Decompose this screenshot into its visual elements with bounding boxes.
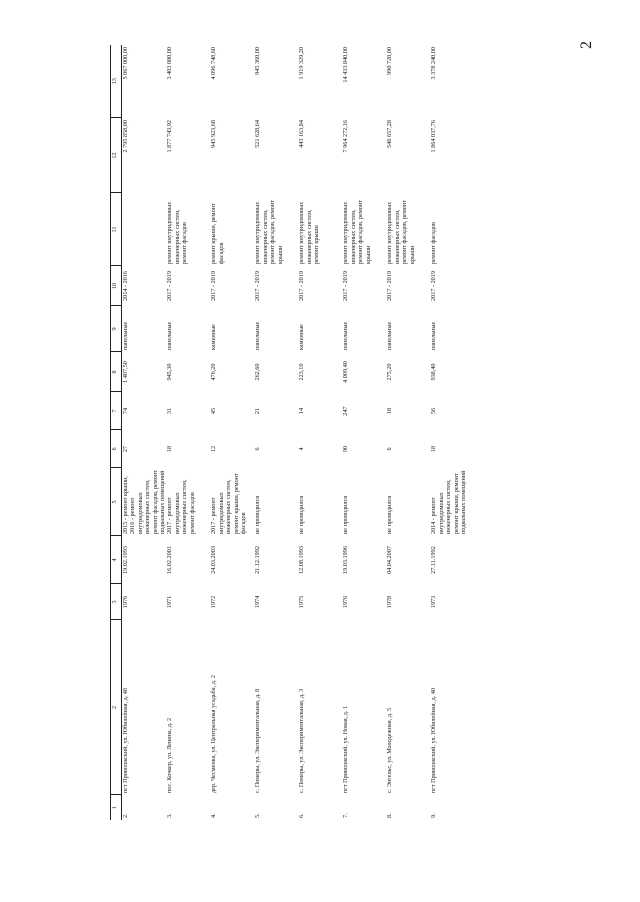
table-cell-c6: 90	[342, 445, 350, 453]
column-header: 9	[111, 306, 122, 352]
table-cell-c13: 4 096 748,60	[210, 47, 218, 80]
table-cell-c13: 14 433 840,00	[342, 47, 350, 83]
table-cell-c7: 56	[430, 407, 438, 415]
table-cell-c2: с. Померы, ул. Экспериментальная, д. 3	[298, 688, 306, 793]
table-cell-c13: 3 403 080,00	[166, 47, 174, 80]
table-cell-c12: 1 864 037,76	[430, 120, 438, 153]
table-cell-c4: 04.04.2007	[386, 546, 394, 574]
table-cell-c6: 12	[210, 445, 218, 453]
table-cell-c12: 546 657,28	[386, 120, 394, 148]
table-cell-c8: 945,30	[166, 363, 174, 381]
table-cell-c11: ремонт внутридомовых инженерных систем, ремонт крыши	[298, 201, 321, 264]
table-cell-c3: 1976	[122, 595, 129, 609]
column-header: 8	[111, 352, 122, 392]
column-header: 10	[111, 266, 122, 306]
table-cell-c12: 945 923,68	[210, 120, 218, 148]
table-cell-c9: панельные	[342, 321, 350, 350]
table-row	[342, 45, 386, 820]
table-cell-c13: 5 067 000,00	[122, 47, 129, 80]
table-row	[386, 45, 430, 820]
table-cell-c2: пгт Приволжский, ул. Новая, д. 1	[342, 705, 350, 793]
table-row	[298, 45, 342, 820]
table-cell-c7: 14	[298, 407, 306, 415]
table-cell-c5: не проводился	[254, 495, 262, 534]
table-cell-c7: 45	[210, 407, 218, 415]
table-cell-c5: 2017 - ремонт внутридомовых инженерных систем, ремонт фасадов	[166, 479, 196, 534]
table-cell-c12: 443 163,84	[298, 120, 306, 148]
table-cell-c3: 1975	[298, 595, 306, 609]
column-header: 6	[111, 430, 122, 468]
table-cell-c10: 2017 - 2019	[166, 271, 174, 301]
column-header: 13	[111, 45, 122, 118]
table-cell-c7: 31	[166, 407, 174, 415]
table-cell-c9: каменные	[298, 324, 306, 350]
table-cell-c8: 476,20	[210, 363, 218, 381]
table-cell-c11: ремонт внутридомовых инженерных систем, ремонт фасадов, ремонт крыши	[254, 200, 284, 264]
table-cell-c1: 9.	[430, 813, 438, 818]
table-cell-c7: 21	[254, 407, 262, 415]
column-header: 7	[111, 392, 122, 430]
table-cell-c2: дер. Чесменка, ул. Центральная усадьба, д. 2	[210, 675, 218, 793]
table-cell-c4: 19.03.1996	[342, 546, 350, 574]
column-header: 1	[111, 795, 122, 820]
table-cell-c12: 2 795 858,00	[122, 120, 129, 153]
table-cell-c3: 1971	[166, 595, 174, 609]
table-cell-c11: ремонт внутридомовых инженерных систем, ремонт фасадов, ремонт крыши	[386, 200, 416, 264]
table-cell-c7: 18	[386, 407, 394, 415]
table-cell-c6: 18	[166, 445, 174, 453]
table-cell-c13: 1 919 329,20	[298, 47, 306, 80]
table-cell-c6: 18	[430, 445, 438, 453]
table-cell-c1: 3.	[166, 813, 174, 818]
table-cell-c5: 2014 - ремонт внутридомовых инженерных систем, ремонт крыши, ремонт подвальных помещений	[430, 470, 468, 534]
column-header: 3	[111, 584, 122, 620]
table-cell-c10: 2017 - 2019	[254, 271, 262, 301]
table-cell-c9: панельные	[430, 321, 438, 350]
table-cell-c1: 4.	[210, 813, 218, 818]
table-cell-c7: 74	[122, 407, 129, 415]
table-cell-c12: 1 877 743,92	[166, 120, 174, 153]
table-cell-c6: 6	[254, 447, 262, 451]
table-row	[166, 45, 210, 820]
table-row	[210, 45, 254, 820]
table-cell-c11: ремонт крыши, ремонт фасадов	[210, 203, 225, 264]
table-cell-c8: 1 407,50	[122, 361, 129, 383]
table-cell-c2: пос. Кочкер, ул. Ленина, д. 2	[166, 717, 174, 793]
table-cell-c12: 521 628,64	[254, 120, 262, 148]
table-cell-c10: 2017 - 2019	[342, 271, 350, 301]
table-cell-c5: не проводился	[386, 495, 394, 534]
table-cell-c1: 5.	[254, 813, 262, 818]
table-cell-c1: 8.	[386, 813, 394, 818]
table-cell-c10: 2017 - 2019	[298, 271, 306, 301]
table-row	[122, 45, 167, 820]
table-cell-c3: 1974	[254, 595, 262, 609]
table-cell-c1: 2.	[122, 813, 129, 818]
table-cell-c8: 275,20	[386, 363, 394, 381]
table-cell-c9: панельные	[254, 321, 262, 350]
table-cell-c6: 4	[298, 447, 306, 451]
table-cell-c11	[122, 193, 167, 266]
table-cell-c2: пгт Приволжский, ул. Юбилейная, д. 40	[430, 688, 438, 793]
table-cell-c3: 1972	[210, 595, 218, 609]
column-header: 12	[111, 118, 122, 193]
table-cell-c3: 1976	[342, 595, 350, 609]
table-cell-c12: 7 964 272,16	[342, 120, 350, 153]
table-row	[430, 45, 474, 820]
table-cell-c9: панельные	[166, 321, 174, 350]
table-cell-c4: 19.02.1993	[122, 546, 129, 574]
table-cell-c10: 2017 - 2019	[210, 271, 218, 301]
table-cell-c13: 3 378 240,00	[430, 47, 438, 80]
table-cell-c8: 223,10	[298, 363, 306, 381]
table-cell-c7: 247	[342, 406, 350, 416]
table-cell-c11: ремонт внутридомовых инженерных систем, ремонт фасадов, ремонт крыши	[342, 200, 372, 264]
table-cell-c2: пгт Приволжский, ул. Юбилейная, д. 48	[122, 688, 129, 793]
page-number: 2	[578, 41, 595, 49]
table-cell-c4: 12.08.1993	[298, 546, 306, 574]
column-header: 4	[111, 536, 122, 584]
table-cell-c3: 1978	[386, 595, 394, 609]
column-header: 11	[111, 193, 122, 266]
table-cell-c8: 4 009,40	[342, 361, 350, 383]
table-cell-c10: 2017 - 2019	[386, 271, 394, 301]
table-cell-c4: 24.03.2003	[210, 546, 218, 574]
rotated-table-container	[110, 45, 522, 820]
table-row	[254, 45, 298, 820]
table-cell-c2: с. Померы, ул. Экспериментальная, д. 8	[254, 688, 262, 793]
table-cell-c4: 16.02.2001	[166, 546, 174, 574]
table-cell-c13: 990 720,00	[386, 47, 394, 75]
table-cell-c8: 262,60	[254, 363, 262, 381]
column-header: 2	[111, 620, 122, 795]
table-cell-c11: ремонт фасадов	[430, 222, 438, 264]
table-header-row	[111, 45, 122, 820]
table-cell-c5: не проводился	[342, 495, 350, 534]
table-cell-c1: 7.	[342, 813, 350, 818]
table-cell-c5: 2017 - ремонт внутридомовых инженерных систем, ремонт крыши, ремонт фасадов	[210, 473, 248, 534]
table-cell-c10: 2014 - 2016	[122, 271, 129, 301]
housing-repair-table	[110, 45, 474, 820]
table-cell-c4: 21.12.1992	[254, 546, 262, 574]
table-body	[122, 45, 475, 820]
column-header: 5	[111, 468, 122, 536]
table-cell-c11: ремонт внутридомовых инженерных систем, ремонт фасадов	[166, 201, 189, 264]
table-cell-c6: 6	[386, 447, 394, 451]
table-cell-c4: 27.11.1992	[430, 546, 438, 574]
table-cell-c5: не проводился	[298, 495, 306, 534]
table-cell-c9: панельные	[386, 321, 394, 350]
table-cell-c6: 27	[122, 445, 129, 453]
table-cell-c1: 6.	[298, 813, 306, 818]
table-cell-c2: с. Энгельс, ул. Молодежная, д. 5	[386, 707, 394, 793]
table-cell-c9: каменные	[210, 324, 218, 350]
table-cell-c13: 945 360,00	[254, 47, 262, 75]
table-cell-c9: панельные	[122, 321, 129, 350]
table-cell-c3: 1973	[430, 595, 438, 609]
table-cell-c5: 2015 - ремонт крыши, 2016 - ремонт внутридомовых инженерных систем, ремонт фасадов, ремонт подвальных помещений	[122, 470, 167, 534]
table-cell-c8: 938,40	[430, 363, 438, 381]
table-cell-c10: 2017 - 2019	[430, 271, 438, 301]
